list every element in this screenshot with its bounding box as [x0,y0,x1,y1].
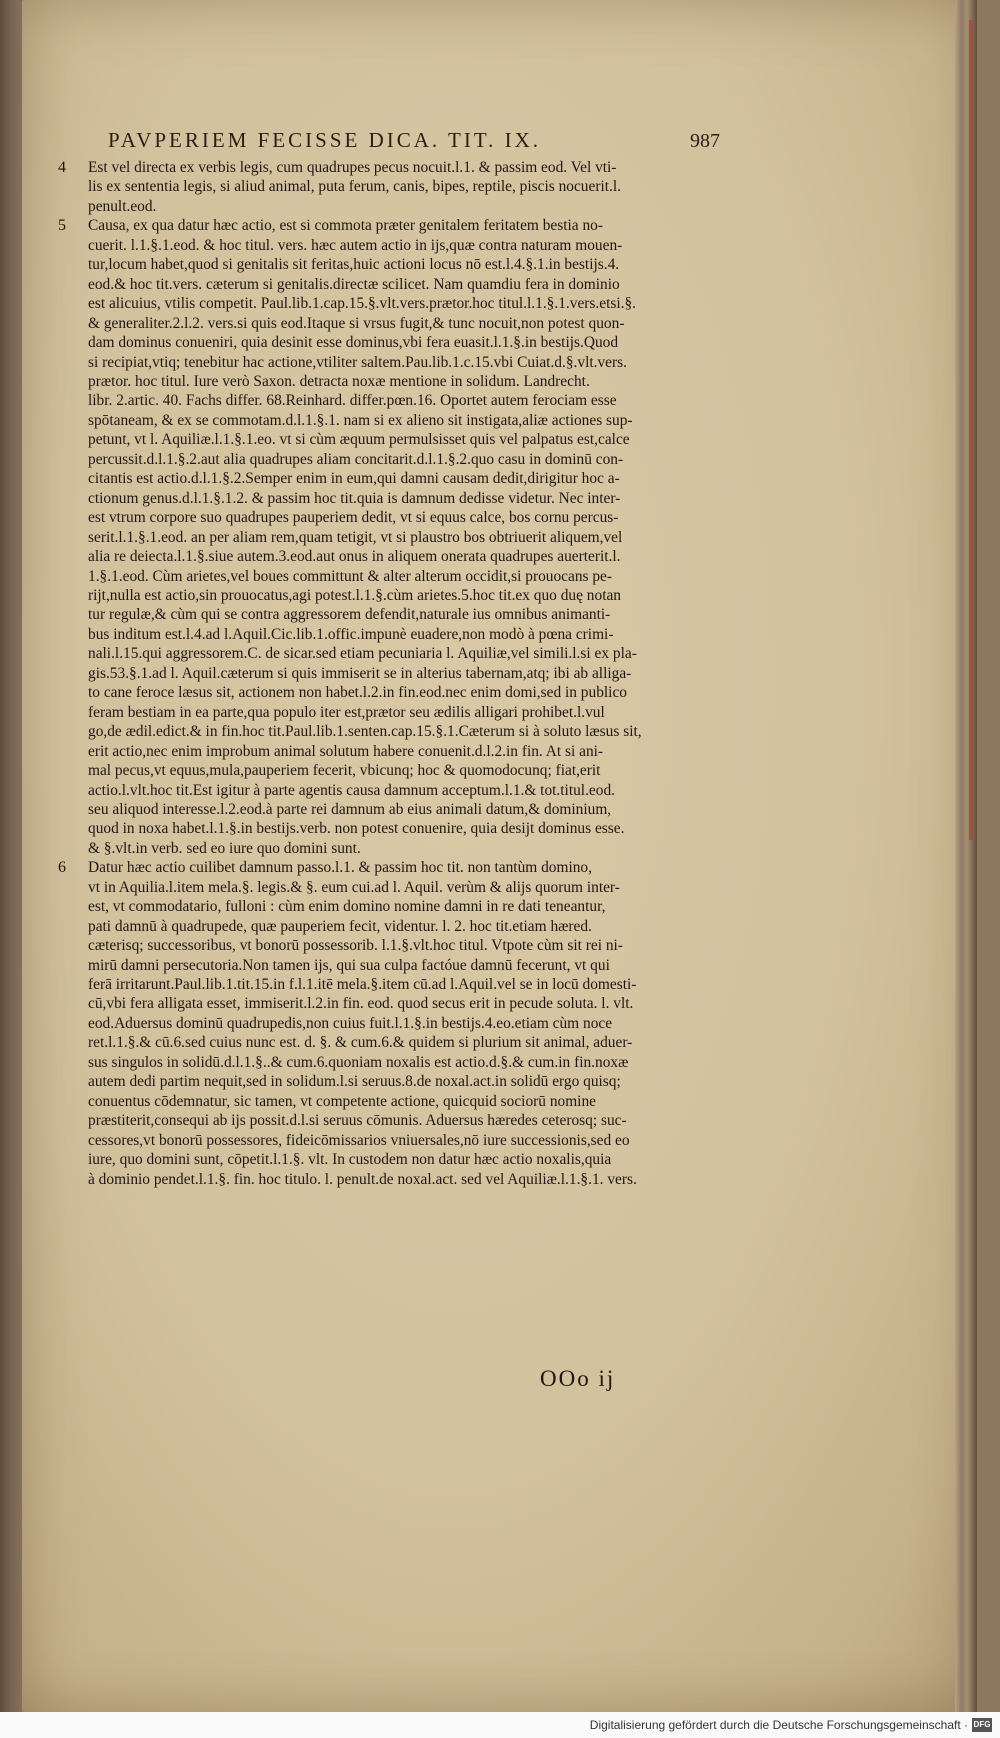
text-line: præstiterit,consequi ab ijs possit.d.l.si seruus cōmunis. Aduersus hæredes ceterosq; suc- [88,1112,627,1130]
text-line: à dominio pendet.l.1.§. fin. hoc titulo. l. penult.de noxal.act. sed vel Aquiliæ.l.1.§.1. vers. [88,1170,637,1188]
text-line: feram bestiam in ea parte,qua populo iter est,prætor seu ædilis alligari prohibet.l.vul [88,703,605,721]
text-line: sus singulos in solidū.d.l.1.§..& cum.6.quoniam noxalis est actio.d.§.& cum.in fin.noxæ [88,1053,629,1071]
running-header: PAVPERIEM FECISSE DICA. TIT. IX. [108,128,542,152]
text-line: percussit.d.l.1.§.2.aut alia quadrupes aliam concitarit.d.l.1.§.2.quo casu in dominū con- [88,450,624,468]
text-line: cessores,vt bonorū possessores, fideicōmissarios vniuersales,nō iure successionis,sed eo [88,1131,630,1149]
text-line: seu aliquod interesse.l.2.eod.à parte rei damnum ab eius animali datum,& dominium, [88,800,612,818]
text-line: to cane feroce læsus sit, actionem non habet.l.2.in fin.eod.nec enim domi,sed in publico [88,684,627,702]
text-line: alia re deiecta.l.1.§.siue autem.3.eod.aut onus in aliquem onerata quadrupes auerterit.l. [88,548,621,566]
paragraph [58,216,746,858]
text-line: cuerit. l.1.§.1.eod. & hoc titul. vers. hæc autem actio in ijs,quæ contra naturam mouen- [88,236,623,254]
footer-bar [0,1712,1000,1738]
text-line: cū,vbi fera alligata esset, immiserit.l.2.in fin. eod. quod secus erit in pecude soluta. l. vlt. [88,995,634,1013]
text-line: eod.Aduersus dominū quadrupedis,non cuius fuit.l.1.§.in bestijs.4.eo.etiam cùm noce [88,1014,613,1032]
text-line: pati damnū à quadrupede, quæ pauperiem fecit, videntur. l. 2. hoc tit.etiam hæred. [88,917,592,935]
text-line: mal pecus,vt equus,mula,pauperiem fecerit, vbicunq; hoc & quomodocunq; fiat,erit [88,762,601,780]
text-line: tur,locum habet,quod si genitalis sit feritas,huic actioni locus nō est.l.4.§.1.in bestijs.4. [88,256,620,274]
paragraph [58,158,746,216]
body-text [58,158,746,1189]
margin-number: 6 [58,859,66,877]
page-edge-red-stain [969,20,973,840]
text-line: quod in noxa habet.l.1.§.in bestijs.verb. non potest conuenire, quia desijt dominus esse. [88,820,625,838]
text-line: penult.eod. [88,197,157,215]
text-line: est vtrum corpore suo quadrupes pauperiem dedit, vt si equus calce, bos cornu percus- [88,509,619,527]
margin-number: 5 [58,217,66,235]
text-line: ctionum genus.d.l.1.§.1.2. & passim hoc tit.quia is damnum dedisse videtur. Nec inter- [88,489,621,507]
page-edge [955,0,977,1712]
text-line: prætor. hoc titul. Iure verò Saxon. detracta noxæ mentione in solidum. Landrecht. [88,372,590,390]
text-line: spōtaneam, & ex se commotam.d.l.1.§.1. nam si ex alieno sit instigata,aliæ actiones sup- [88,411,633,429]
text-line: actio.l.vlt.hoc tit.Est igitur à parte agentis causa damnum acceptum.l.1.& tot.titul.eod. [88,781,615,799]
text-line: est, vt commodatario, fulloni : cùm enim domino nomine damni in re dati teneantur, [88,898,606,916]
text-line: mirū damni persecutoria.Non tamen ijs, qui sua culpa factóue damnū fecerunt, vt qui [88,956,610,974]
text-line: rijt,nulla est actio,sin prouocatus,agi potest.l.1.§.cùm arietes.5.hoc tit.ex quo duę notan [88,586,621,604]
text-line: vt in Aquilia.l.item mela.§. legis.& §. eum cui.ad l. Aquil. verùm & alijs quorum inter- [88,878,620,896]
footer-credit: Digitalisierung gefördert durch die Deutsche Forschungsgemeinschaft · [589,1718,968,1732]
text-line: libr. 2.artic. 40. Fachs differ. 68.Reinhard. differ.pœn.16. Oportet autem ferociam esse [88,392,617,410]
text-line: conuentus cōdemnatur, sic tamen, vt competente actione, quicquid sociorū nomine [88,1092,596,1110]
text-line: Est vel directa ex verbis legis, cum quadrupes pecus nocuit.l.1. & passim eod. Vel vti- [88,159,617,176]
text-line: petunt, vt l. Aquiliæ.l.1.§.1.eo. vt si cùm æquum permulsisset quis vel palpatus est,calce [88,431,630,449]
text-line: Causa, ex qua datur hæc actio, est si commota præter genitalem feritatem bestia no- [88,217,603,235]
text-line: gis.53.§.1.ad l. Aquil.cæterum si quis immiserit se in alterius tabernam,atq; ibi ab alliga- [88,664,632,682]
text-line: ret.l.1.§.& cū.6.sed cuius nunc est. d. §. & cum.6.& quidem si plurium sit animal, aduer- [88,1034,633,1052]
text-line: lis ex sententia legis, si aliud animal, puta ferum, canis, bipes, reptile, piscis nocuerit.l. [88,178,621,196]
text-line: eod.& hoc tit.vers. cæterum si genitalis.directæ scilicet. Nam quamdiu fera in dominio [88,275,620,293]
text-line: ferā irritarunt.Paul.lib.1.tit.15.in f.l.1.itē mela.§.item cū.ad l.Aquil.vel se in locū domesti- [88,976,637,994]
text-line: 1.§.1.eod. Cùm arietes,vel boues committunt & alter alterum occidit,si prouocans pe- [88,567,613,585]
page-number: 987 [690,130,720,152]
text-line: autem dedi partim nequit,sed in solidum.l.si seruus.8.de noxal.act.in solidū ergo quisq; [88,1073,621,1091]
text-line: citantis est actio.d.l.1.§.2.Semper enim in eum,qui damni causam dedit,dirigitur hoc a- [88,470,620,488]
text-line: iure, quo domini sunt, cōpetit.l.1.§. vlt. In custodem non datur hæc actio noxalis,quia [88,1151,612,1169]
text-line: est alicuius, vtilis competit. Paul.lib.1.cap.15.§.vlt.vers.prætor.hoc titul.l.1.§.1.vers.etsi.§. [88,295,637,313]
text-line: & §.vlt.in verb. sed eo iure quo domini sunt. [88,839,361,857]
text-line: tur regulæ,& cùm qui se contra aggressorem defendit,naturale ius omnibus animanti- [88,606,611,624]
dfg-logo: DFG [972,1718,992,1732]
text-line: bus inditum est.l.4.ad l.Aquil.Cic.lib.1.offic.impunè euadere,non modò à pœna crimi- [88,625,614,643]
margin-number: 4 [58,159,66,176]
text-line: nali.l.15.qui aggressorem.C. de sicar.sed etiam pecuniaria l. Aquiliæ,vel simili.l.si ex pla- [88,645,637,663]
text-line: go,de ædil.edict.& in fin.hoc tit.Paul.lib.1.senten.cap.15.§.1.Cæterum si à soluto læsus sit, [88,723,642,741]
text-line: serit.l.1.§.1.eod. an per aliam rem,quam tetigit, vt si plaustro bos obtriuerit aliquem,vel [88,528,623,546]
text-line: Datur hæc actio cuilibet damnum passo.l.1. & passim hoc tit. non tantùm domino, [88,859,592,877]
signature-mark: OOo ij [540,1366,616,1391]
text-line: cæterisq; successoribus, vt bonorū possessorib. l.1.§.vlt.hoc titul. Vtpote cùm sit rei ni- [88,937,623,955]
text-line: dam dominus conueniri, quia desinit esse dominus,vbi fera euasit.l.1.§.in bestijs.Quod [88,334,619,352]
text-line: erit actio,nec enim improbum animal solutum habere conuenit.d.l.2.in fin. At si ani- [88,742,604,760]
text-line: si recipiat,vtiq; tenebitur hac actione,vtiliter saltem.Pau.lib.1.c.15.vbi Cuiat.d.§.vlt.vers. [88,353,627,371]
paragraph [58,858,746,1189]
text-line: & generaliter.2.l.2. vers.si quis eod.Itaque si vrsus fugit,& tunc nocuit,non potest quon- [88,314,625,332]
